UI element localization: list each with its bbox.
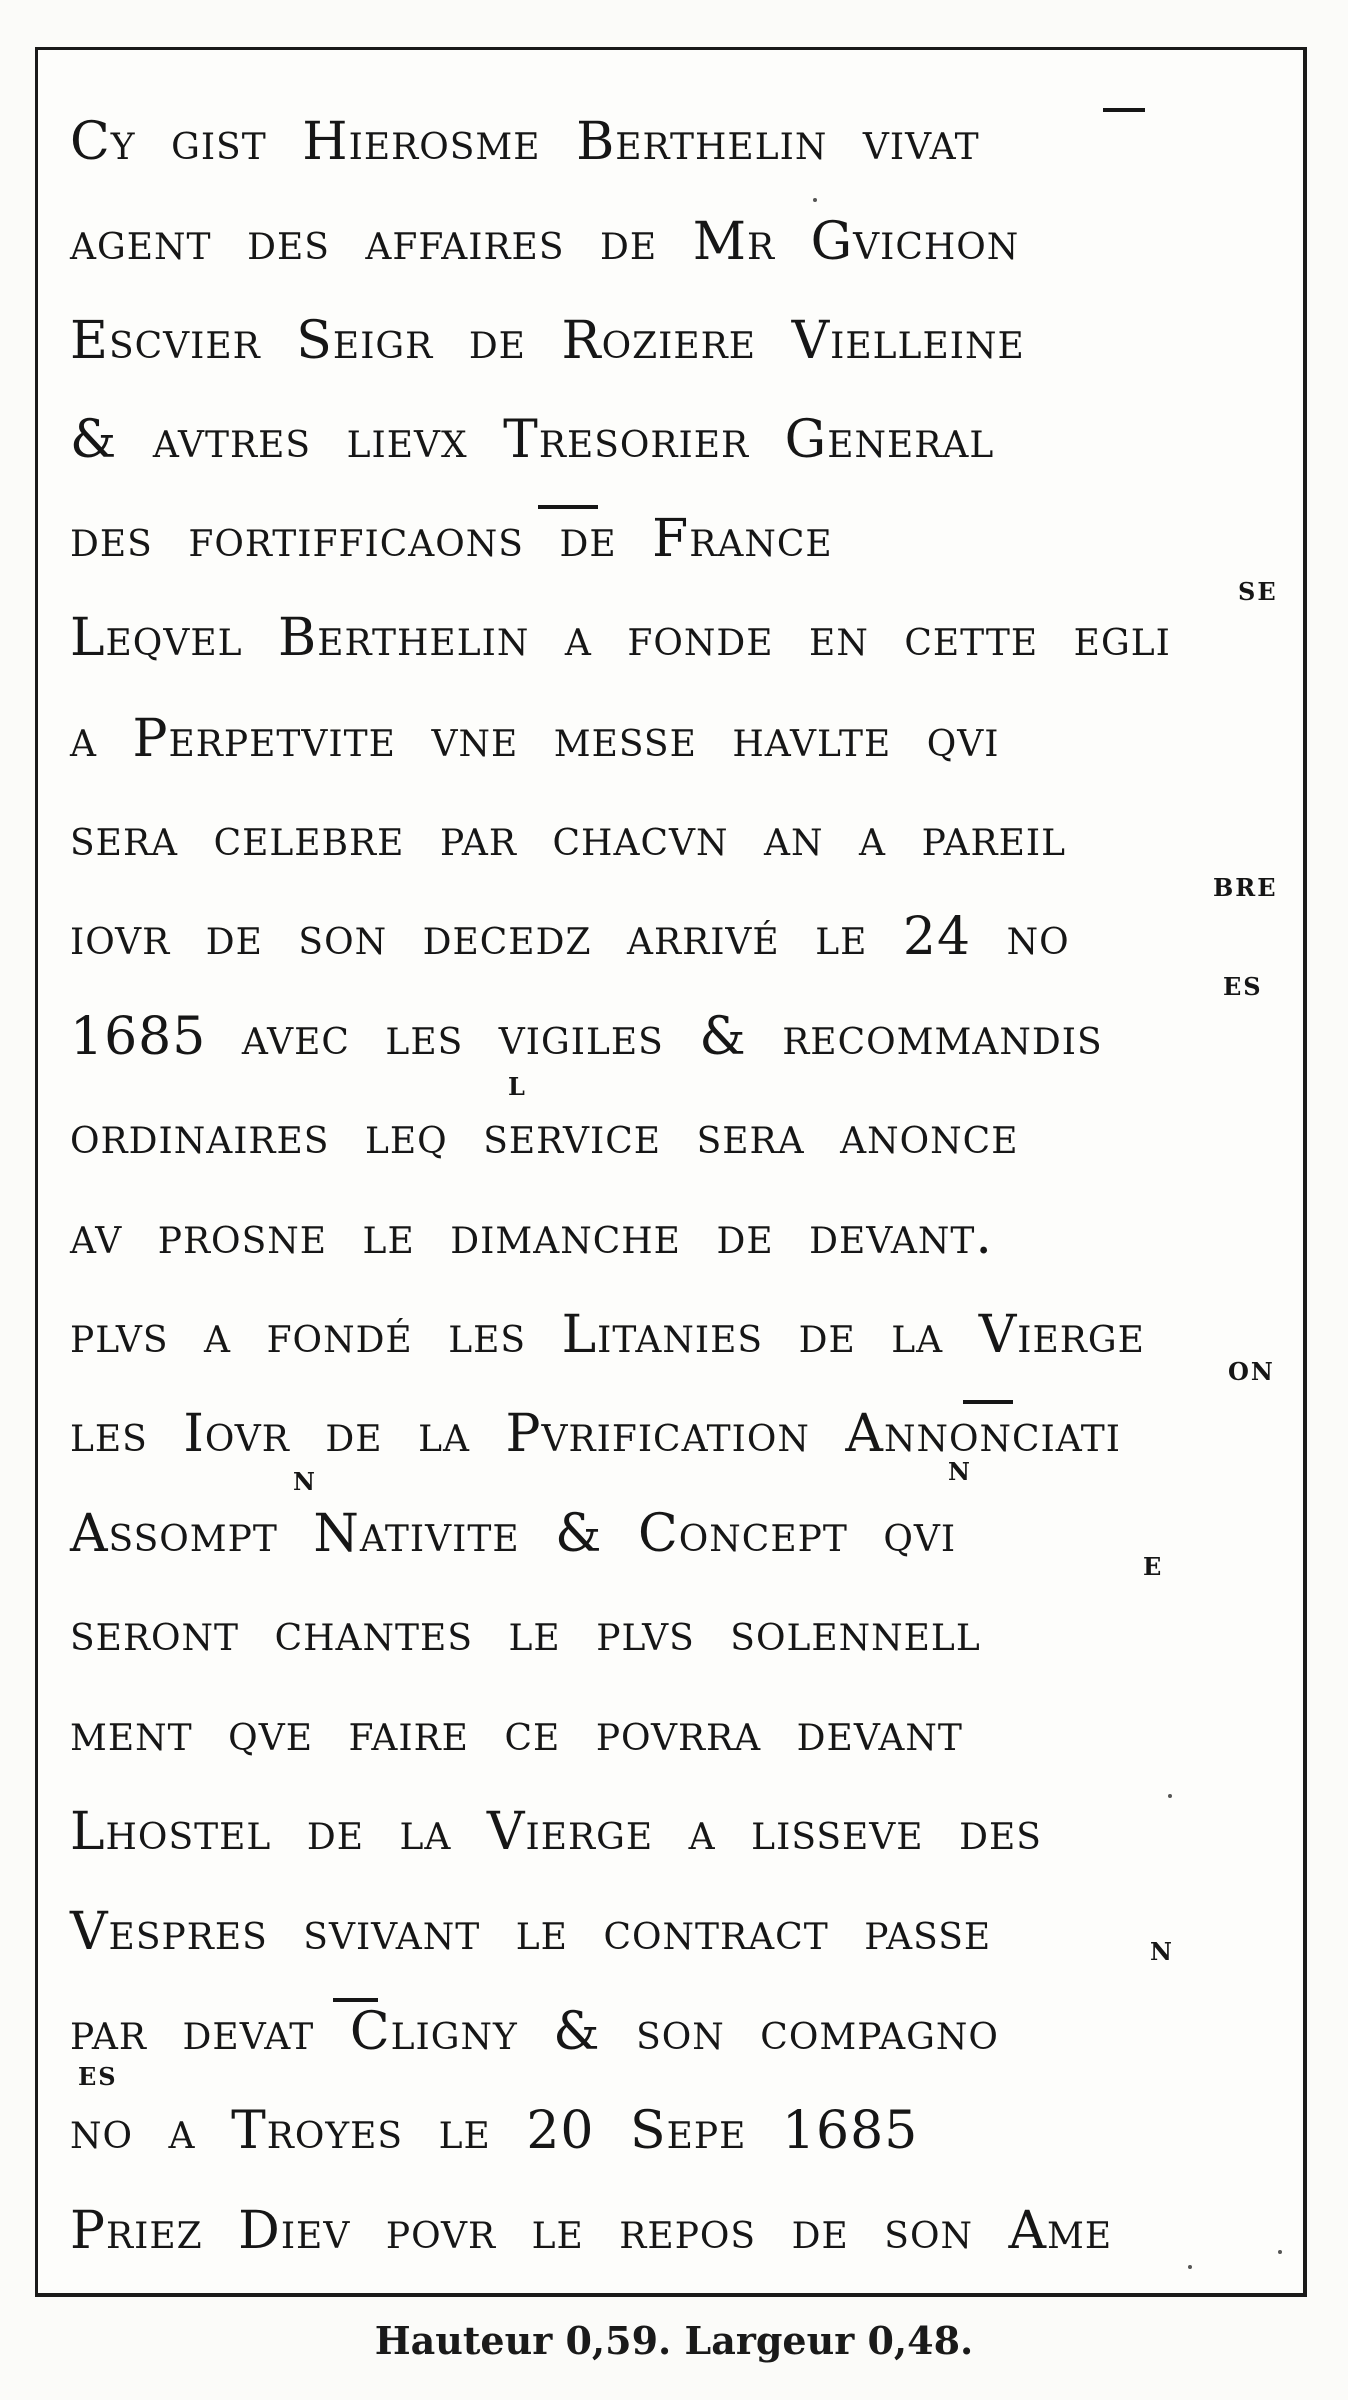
dimensions-caption: Hauteur 0,59. Largeur 0,48. [374,2318,974,2363]
superscript-l: L [508,1072,527,1101]
scan-speck [813,198,817,202]
inscription-line-13: plvs a fondé les Litanies de la Vierge [70,1305,1145,1365]
inscription-line-15: Assompt Nativite & Concept qvi [70,1504,957,1564]
inscription-line-10: 1685 avec les vigiles & recommandis [70,1007,1103,1067]
inscription-line-18: Lhostel de la Vierge a lisseve des [70,1802,1042,1862]
inscription-line-4: & avtres lievx Tresorier General [70,410,995,470]
inscription-line-6: Leqvel Berthelin a fonde en cette egli [70,608,1171,668]
inscription-line-21: no a Troyes le 20 Sepe 1685 [70,2101,919,2161]
inscription-plate [35,47,1307,2297]
inscription-line-12: av prosne le dimanche de devant. [70,1206,993,1266]
scan-speck [1168,1794,1172,1798]
inscription-line-20: par devat Cligny & son compagno [70,2002,999,2062]
abbreviation-bar-vivat [1103,108,1145,112]
scan-speck [1278,2250,1282,2254]
inscription-line-16: seront chantes le plvs solennell [70,1603,981,1663]
scan-speck [1188,2265,1192,2269]
superscript-bre: BRE [1213,873,1278,902]
superscript-es-no: ES [78,2062,118,2091]
inscription-line-8: sera celebre par chacvn an a pareil [70,808,1066,868]
superscript-n-compagno: N [1150,1937,1174,1966]
superscript-es: ES [1223,972,1263,1001]
superscript-e-solennell: E [1143,1552,1164,1581]
abbreviation-bar-fortifficaons [538,505,598,509]
inscription-line-9: iovr de son decedz arrivé le 24 no [70,907,1070,967]
superscript-on: ON [1228,1357,1275,1386]
superscript-n-assompt: N [293,1467,317,1496]
inscription-line-5: des fortifficaons de France [70,509,833,569]
inscription-line-1: Cy gist Hierosme Berthelin vivat [70,112,980,172]
superscript-se: SE [1238,577,1278,606]
abbreviation-bar-annonciati [963,1400,1013,1404]
abbreviation-bar-devat [333,1998,378,2002]
superscript-n-concept: N [948,1457,972,1486]
inscription-line-3: Escvier Seigr de Roziere Vielleine [70,311,1025,371]
inscription-line-2: agent des affaires de Mr Gvichon [70,212,1020,272]
inscription-line-7: a Perpetvite vne messe havlte qvi [70,709,1000,769]
inscription-line-17: ment qve faire ce povrra devant [70,1703,963,1763]
inscription-line-11: ordinaires leq service sera anonce [70,1106,1019,1166]
inscription-line-14: les Iovr de la Pvrification Annonciati [70,1404,1121,1464]
inscription-line-22: Priez Diev povr le repos de son Ame [70,2201,1113,2261]
inscription-line-19: Vespres svivant le contract passe [70,1902,992,1962]
